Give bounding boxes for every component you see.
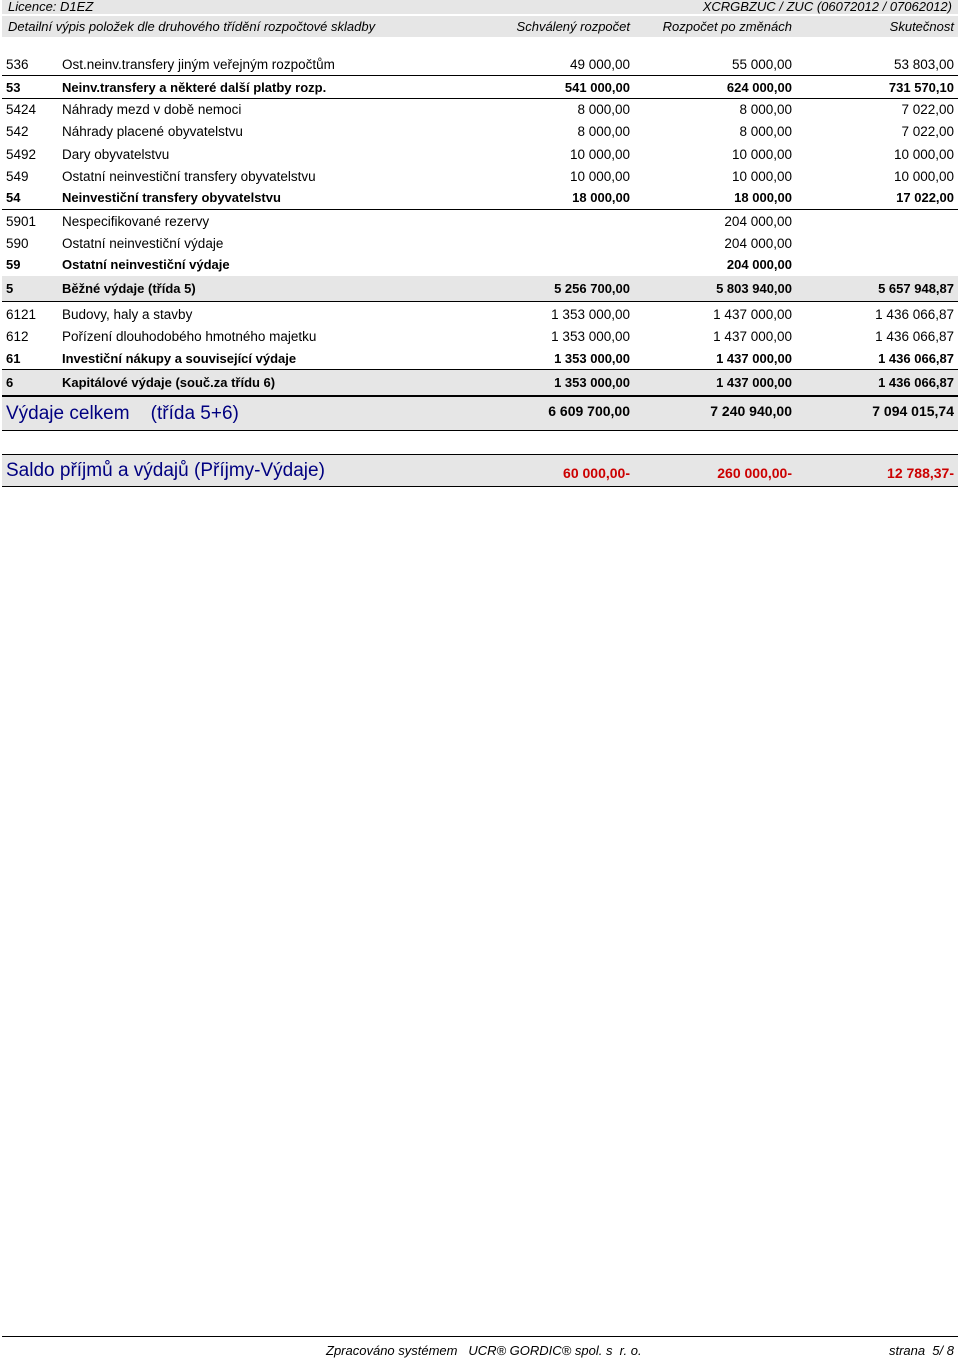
- row-code: 5424: [6, 102, 37, 117]
- table-row: [2, 143, 958, 165]
- row-code: 5: [6, 281, 14, 296]
- row-name: Ostatní neinvestiční výdaje: [62, 257, 230, 272]
- table-row: [2, 325, 958, 347]
- row-name: Náhrady mezd v době nemoci: [62, 102, 242, 117]
- row-approved: 10 000,00: [569, 169, 630, 184]
- row-modified: 8 000,00: [739, 102, 792, 117]
- row-name: Dary obyvatelstvu: [62, 147, 170, 162]
- row-name: Kapitálové výdaje (souč.za třídu 6): [62, 375, 276, 390]
- row-modified: 10 000,00: [731, 169, 792, 184]
- row-approved: 1 353 000,00: [551, 307, 630, 322]
- report-header-top: [2, 0, 958, 14]
- row-approved: 5 256 700,00: [554, 281, 630, 296]
- row-actual: 731 570,10: [888, 80, 954, 95]
- row-approved: 541 000,00: [564, 80, 630, 95]
- row-actual: 5 657 948,87: [878, 281, 954, 296]
- row-actual: 7 022,00: [901, 124, 954, 139]
- licence-label: Licence: D1EZ: [8, 0, 94, 14]
- table-row: [2, 98, 958, 120]
- table-row: [2, 370, 958, 396]
- table-row: [2, 232, 958, 254]
- row-modified: 1 437 000,00: [716, 375, 792, 390]
- row-name: Náhrady placené obyvatelstvu: [62, 124, 243, 139]
- page-footer: [2, 1336, 958, 1359]
- table-row: [2, 303, 958, 325]
- row-approved: 1 353 000,00: [554, 375, 630, 390]
- row-modified: 18 000,00: [734, 190, 792, 205]
- row-code: 6: [6, 375, 14, 390]
- row-code: 612: [6, 329, 29, 344]
- table-row: [2, 210, 958, 232]
- row-modified: 204 000,00: [726, 257, 792, 272]
- balance-label: Saldo příjmů a výdajů (Příjmy-Výdaje): [6, 460, 325, 481]
- table-row: [2, 165, 958, 187]
- row-name: Ost.neinv.transfery jiným veřejným rozpočtům: [62, 57, 335, 72]
- expenses-total-approved: 6 609 700,00: [548, 403, 630, 419]
- expenses-total-label: Výdaje celkem (třída 5+6): [6, 403, 239, 424]
- balance-row: [2, 454, 958, 487]
- row-name: Ostatní neinvestiční výdaje: [62, 236, 224, 251]
- balance-modified: 260 000,00-: [717, 465, 792, 481]
- balance-approved: 60 000,00-: [563, 465, 630, 481]
- row-approved: 8 000,00: [577, 102, 630, 117]
- row-modified: 55 000,00: [731, 57, 792, 72]
- report-title: Detailní výpis položek dle druhového třídění rozpočtové skladby: [8, 19, 376, 34]
- column-header: [2, 16, 958, 37]
- row-approved: 1 353 000,00: [551, 329, 630, 344]
- row-code: 54: [6, 190, 21, 205]
- row-name: Neinvestiční transfery obyvatelstvu: [62, 190, 281, 205]
- col-header-modified: Rozpočet po změnách: [662, 19, 792, 34]
- expenses-total-row: [2, 396, 958, 431]
- row-code: 536: [6, 57, 29, 72]
- row-actual: 7 022,00: [901, 102, 954, 117]
- row-code: 549: [6, 169, 29, 184]
- row-approved: 1 353 000,00: [554, 351, 630, 366]
- row-code: 61: [6, 351, 21, 366]
- row-name: Investiční nákupy a související výdaje: [62, 351, 297, 366]
- table-row: [2, 76, 958, 99]
- row-code: 590: [6, 236, 29, 251]
- table-row: [2, 120, 958, 142]
- row-actual: 53 803,00: [893, 57, 954, 72]
- report-code: XCRGBZUC / ZUC (06072012 / 07062012): [702, 0, 952, 14]
- row-modified: 10 000,00: [731, 147, 792, 162]
- row-approved: 10 000,00: [569, 147, 630, 162]
- col-header-approved: Schválený rozpočet: [516, 19, 630, 34]
- row-modified: 1 437 000,00: [716, 351, 792, 366]
- row-approved: 8 000,00: [577, 124, 630, 139]
- row-approved: 49 000,00: [569, 57, 630, 72]
- row-actual: 10 000,00: [893, 169, 954, 184]
- table-row: [2, 186, 958, 210]
- row-code: 5492: [6, 147, 37, 162]
- row-actual: 1 436 066,87: [878, 351, 954, 366]
- row-modified: 5 803 940,00: [716, 281, 792, 296]
- row-name: Neinv.transfery a některé další platby rozp.: [62, 80, 327, 95]
- row-modified: 204 000,00: [724, 236, 792, 251]
- row-actual: 1 436 066,87: [875, 329, 954, 344]
- row-modified: 1 437 000,00: [713, 307, 792, 322]
- expenses-total-modified: 7 240 940,00: [710, 403, 792, 419]
- row-name: Běžné výdaje (třída 5): [62, 281, 196, 296]
- row-name: Nespecifikované rezervy: [62, 214, 210, 229]
- expenses-total-actual: 7 094 015,74: [872, 403, 954, 419]
- row-modified: 1 437 000,00: [713, 329, 792, 344]
- table-row: [2, 276, 958, 302]
- processed-by: Zpracováno systémem UCR® GORDIC® spol. s r. o.: [326, 1343, 642, 1358]
- row-actual: 1 436 066,87: [878, 375, 954, 390]
- row-code: 53: [6, 80, 21, 95]
- row-code: 5901: [6, 214, 37, 229]
- row-modified: 204 000,00: [724, 214, 792, 229]
- page-number: strana 5/ 8: [888, 1343, 954, 1358]
- row-code: 59: [6, 257, 21, 272]
- col-header-actual: Skutečnost: [889, 19, 954, 34]
- row-actual: 17 022,00: [896, 190, 954, 205]
- row-modified: 624 000,00: [726, 80, 792, 95]
- table-row: [2, 53, 958, 76]
- row-code: 6121: [6, 307, 37, 322]
- row-name: Pořízení dlouhodobého hmotného majetku: [62, 329, 317, 344]
- row-code: 542: [6, 124, 29, 139]
- table-row: [2, 253, 958, 278]
- table-row: [2, 347, 958, 370]
- row-name: Ostatní neinvestiční transfery obyvatelstvu: [62, 169, 316, 184]
- row-actual: 10 000,00: [893, 147, 954, 162]
- row-actual: 1 436 066,87: [875, 307, 954, 322]
- row-name: Budovy, haly a stavby: [62, 307, 193, 322]
- balance-actual: 12 788,37-: [887, 465, 954, 481]
- row-approved: 18 000,00: [572, 190, 630, 205]
- row-modified: 8 000,00: [739, 124, 792, 139]
